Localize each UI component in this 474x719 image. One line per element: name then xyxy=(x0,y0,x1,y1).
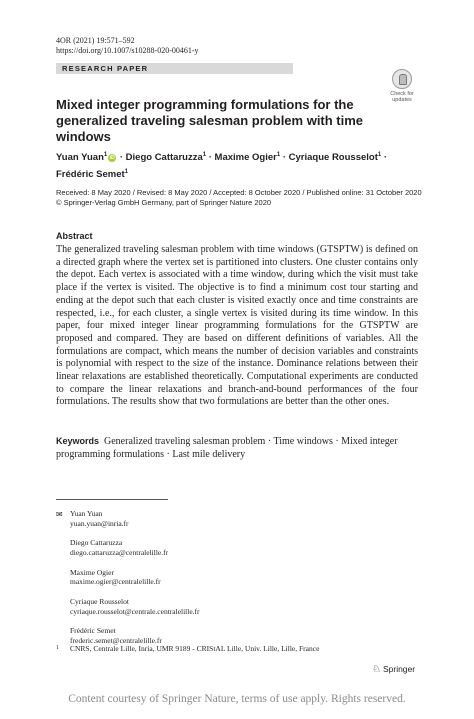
author-name[interactable]: Frédéric Semet xyxy=(56,169,125,181)
publisher-name: Springer xyxy=(382,664,416,674)
envelope-icon: ✉ xyxy=(56,510,63,519)
courtesy-notice: Content courtesy of Springer Nature, terms of use apply. Rights reserved. xyxy=(68,693,406,705)
contact-entry xyxy=(70,538,200,558)
author-affil-marker: 1 xyxy=(377,152,382,158)
publication-dates xyxy=(56,188,436,208)
history-dates: Received: 8 May 2020 / Revised: 8 May 2020 / Accepted: 8 October 2020 / Published online: 31 October 2020 xyxy=(56,188,422,197)
contact-name: Maxime Ogier xyxy=(70,567,114,577)
publisher-logo xyxy=(372,664,415,675)
contact-entry xyxy=(70,509,200,529)
section-label: RESEARCH PAPER xyxy=(62,64,149,73)
footnote-divider xyxy=(56,499,168,500)
contact-list xyxy=(70,509,200,655)
keywords-text: Generalized traveling salesman problem · Time windows · Mixed integer programming formulations · Last mile delivery xyxy=(56,436,398,460)
springer-horse-icon: ♘ xyxy=(372,664,381,675)
abstract-heading: Abstract xyxy=(56,231,93,241)
contact-entry xyxy=(70,568,200,588)
author-name[interactable]: Cyriaque Rousselot xyxy=(288,152,378,164)
contact-name: Diego Cattaruzza xyxy=(70,538,123,548)
contact-email[interactable]: diego.cattaruzza@centralelille.fr xyxy=(70,548,169,558)
section-banner xyxy=(56,63,293,74)
author-affil-marker: 1 xyxy=(124,169,128,176)
journal-citation: 4OR (2021) 19:571–592 xyxy=(56,36,135,45)
affiliation-number: 1 xyxy=(56,645,59,651)
author-name[interactable]: Maxime Ogier xyxy=(214,152,277,164)
author-name[interactable]: Yuan Yuan xyxy=(56,152,104,164)
orcid-icon[interactable]: iD xyxy=(109,154,115,161)
author-affil-marker: 1 xyxy=(276,152,281,158)
keywords-block xyxy=(56,435,418,461)
author-name[interactable]: Diego Cattaruzza xyxy=(125,152,203,164)
author-affil-marker: 1 xyxy=(202,152,207,158)
contact-name: Yuan Yuan xyxy=(70,509,103,518)
author-list: Yuan Yuan$^1$ iD · Diego Cattaruzza$^1$ · Maxime Ogier$^1$ · Cyriaque Rousselot$^1$ · Frédéric Semet$^1$ xyxy=(56,152,388,181)
journal-info xyxy=(56,36,199,56)
affiliation-text: CNRS, Centrale Lille, Inria, UMR 9189 - CRIStAL Lille, Univ. Lille, Lille, France xyxy=(70,644,320,653)
abstract-text: The generalized traveling salesman problem with time windows (GTSPTW) is defined on a directed graph where the vertex set is partitioned into clusters. One cluster contains only the depot. Each vertex is associated with a time window, during which the visit must take place if the vertex is visited. The objective is to find a minimum cost tour starting and ending at the depot such that each cluster is visited exactly once and time constraints are respected, i.e., for each cluster, a single vertex is visited during its time window. In this paper, four mixed integer linear programming formulations for the GTSPTW are proposed and compared. They are based on different definitions of variables. All the formulations are compact, which means the number of decision variables and constraints is polynomial with respect to the size of the instance. Dominance relations between their linear relaxations are established theoretically. Computational experiments are conducted to compare the linear relaxations and branch-and-bound performances of the four formulations. The results show that two formulations are better than the other ones. xyxy=(56,244,418,408)
contact-email[interactable]: cyriaque.rousselot@centrale.centralelille.fr xyxy=(70,606,200,616)
updates-badge-label: Check for updates xyxy=(390,91,414,103)
contact-email[interactable]: frederic.semet@centralelille.fr xyxy=(70,635,162,645)
contact-email[interactable]: maxime.ogier@centralelille.fr xyxy=(70,577,161,587)
author-affil-marker: 1 xyxy=(103,152,108,158)
contact-entry xyxy=(70,597,200,617)
doi-link[interactable]: https://doi.org/10.1007/s10288-020-00461-y xyxy=(56,46,199,55)
check-for-updates-badge[interactable] xyxy=(386,69,418,103)
contact-email[interactable]: yuan.yuan@inria.fr xyxy=(70,518,129,528)
keywords-label: Keywords xyxy=(56,436,100,446)
paper-title: Mixed integer programming formulations for the generalized traveling salesman problem with time windows xyxy=(56,97,364,144)
contact-name: Frédéric Semet xyxy=(70,626,116,636)
copyright-line: © Springer-Verlag GmbH Germany, part of Springer Nature 2020 xyxy=(56,198,272,207)
contact-name: Cyriaque Rousselot xyxy=(70,596,129,606)
bookmark-icon xyxy=(392,69,412,89)
contact-entry xyxy=(70,626,200,646)
